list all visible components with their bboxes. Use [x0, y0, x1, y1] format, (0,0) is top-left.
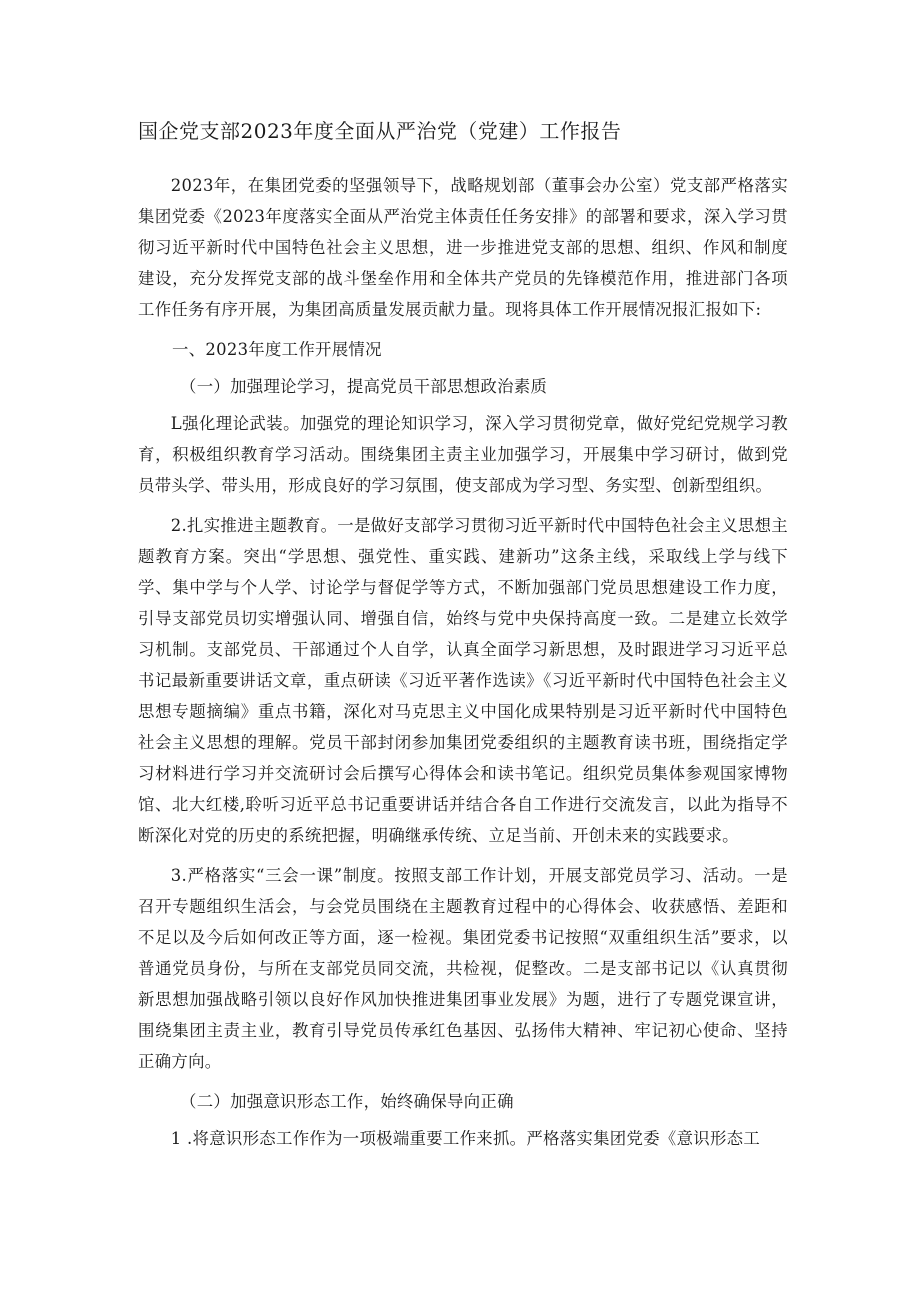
- paragraph-item-3: 3.严格落实“三会一课”制度。按照支部工作计划，开展支部党员学习、活动。一是召开专题组织生活会，与会党员围绕在主题教育过程中的心得体会、收获感悟、差距和不足以及今后如何改正等方面，逐一检视。集团党委书记按照“双重组织生活”要求，以普通党员身份，与所在支部党员同交流，共检视，促整改。二是支部书记以《认真贯彻新思想加强战略引领以良好作风加快推进集团事业发展》为题，进行了专题党课宣讲，围绕集团主责主业，教育引导党员传承红色基因、弘扬伟大精神、牢记初心使命、坚持正确方向。: [138, 866, 788, 1071]
- paragraph-item-1: L强化理论武装。加强党的理论知识学习，深入学习贯彻党章，做好党纪党规学习教育，积极组织教育学习活动。围绕集团主责主业加强学习，开展集中学习研讨，做到党员带头学、带头用，形成良好的学习氛围，使支部成为学习型、务实型、创新型组织。: [138, 414, 788, 495]
- section-heading-1: 一、2023年度工作开展情况: [172, 340, 382, 359]
- subsection-heading-2: （二）加强意识形态工作，始终确保导向正确: [180, 1092, 514, 1111]
- paragraph-item-4: 1 .将意识形态工作作为一项极端重要工作来抓。严格落实集团党委《意识形态工: [170, 1129, 761, 1148]
- document-body: [138, 170, 788, 1160]
- subsection-heading-1: （一）加强理论学习，提高党员干部思想政治素质: [180, 377, 548, 396]
- intro-paragraph: 2023年，在集团党委的坚强领导下，战略规划部（董事会办公室）党支部严格落实集团党委《2023年度落实全面从严治党主体责任任务安排》的部署和要求，深入学习贯彻习近平新时代中国特色社会主义思想，进一步推进党支部的思想、组织、作风和制度建设，充分发挥党支部的战斗堡垒作用和全体共产党员的先锋模范作用，推进部门各项工作任务有序开展，为集团高质量发展贡献力量。现将具体工作开展情况报汇报如下:: [138, 176, 788, 319]
- paragraph-item-2: 2.扎实推进主题教育。一是做好支部学习贯彻习近平新时代中国特色社会主义思想主题教育方案。突出“学思想、强党性、重实践、建新功”这条主线，采取线上学与线下学、集中学与个人学、讨论学与督促学等方式，不断加强部门党员思想建设工作力度，引导支部党员切实增强认同、增强自信，始终与党中央保持高度一致。二是建立长效学习机制。支部党员、干部通过个人自学，认真全面学习新思想，及时跟进学习习近平总书记最新重要讲话文章，重点研读《习近平著作选读》《习近平新时代中国特色社会主义思想专题摘编》重点书籍，深化对马克思主义中国化成果特别是习近平新时代中国特色社会主义思想的理解。党员干部封闭参加集团党委组织的主题教育读书班，围绕指定学习材料进行学习并交流研讨会后撰写心得体会和读书笔记。组织党员集体参观国家博物馆、北大红楼,聆听习近平总书记重要讲话并结合各自工作进行交流发言，以此为指导不断深化对党的历史的系统把握，明确继承传统、立足当前、开创未来的实践要求。: [138, 516, 788, 845]
- document-title: 国企党支部2023年度全面从严治党（党建）工作报告: [138, 119, 622, 143]
